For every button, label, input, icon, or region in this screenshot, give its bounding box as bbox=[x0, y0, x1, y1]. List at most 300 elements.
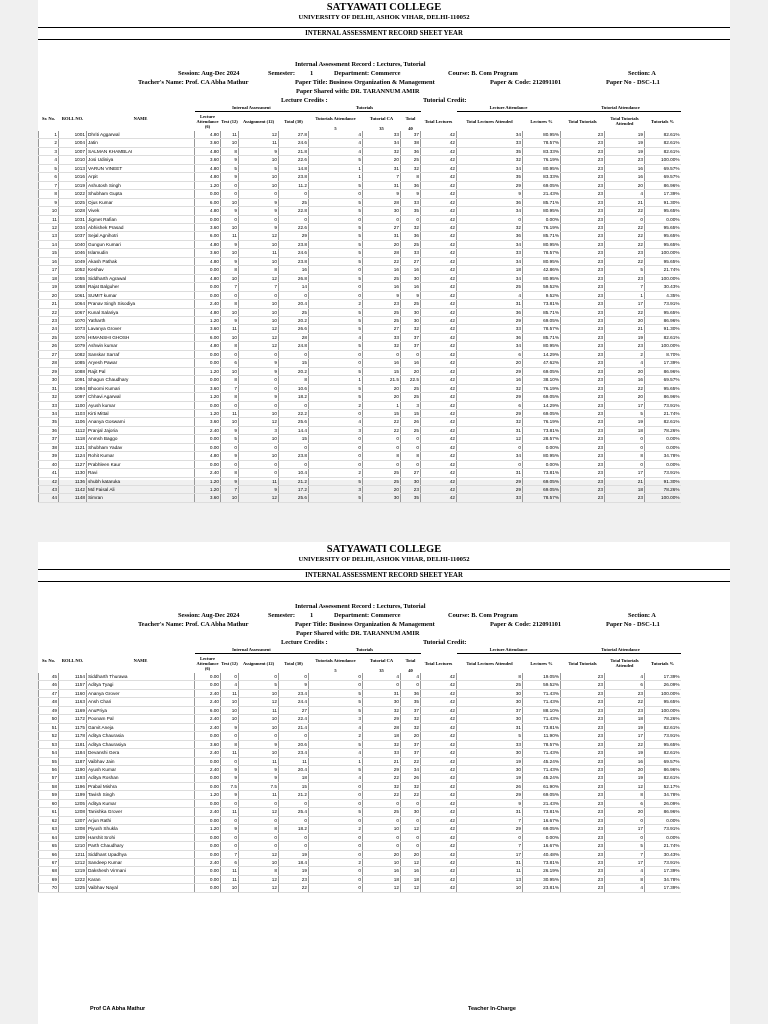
table-cell: Siddhant Upadhya bbox=[87, 850, 195, 858]
table-cell: 10 bbox=[457, 884, 523, 892]
table-cell: 13 bbox=[39, 232, 59, 240]
table-cell: 5 bbox=[309, 181, 363, 189]
table-cell: 73.81% bbox=[523, 723, 561, 731]
table-cell: 0 bbox=[309, 867, 363, 875]
table-cell: 0 bbox=[309, 435, 363, 443]
table-cell: 9 bbox=[239, 359, 279, 367]
table-cell: 2 bbox=[309, 300, 363, 308]
table-cell: 31 bbox=[457, 426, 523, 434]
table-cell: 70 bbox=[39, 884, 59, 892]
table-cell: 55 bbox=[39, 757, 59, 765]
table-row bbox=[39, 139, 681, 147]
table-cell: 10 bbox=[239, 858, 279, 866]
table-cell: 7 bbox=[605, 850, 645, 858]
table-cell: 95.65% bbox=[645, 207, 681, 215]
table-cell: 3 bbox=[309, 715, 363, 723]
table-cell: 2.40 bbox=[195, 715, 221, 723]
table-cell: 18.2 bbox=[279, 393, 309, 401]
table-cell: 17 bbox=[457, 850, 523, 858]
table-cell: 4.80 bbox=[195, 173, 221, 181]
table-row bbox=[39, 367, 681, 375]
table-cell: 10 bbox=[221, 715, 239, 723]
table-cell: 8 bbox=[605, 452, 645, 460]
table-cell: 11.90% bbox=[523, 732, 561, 740]
table-cell: Vaibhav Nayal bbox=[87, 884, 195, 892]
table-cell: 32 bbox=[401, 715, 421, 723]
table-cell: 6 bbox=[221, 359, 239, 367]
table-cell: 0 bbox=[309, 884, 363, 892]
table-cell: 30 bbox=[401, 308, 421, 316]
table-row bbox=[39, 409, 681, 417]
table-cell: 4 bbox=[309, 131, 363, 139]
table-cell: 26 bbox=[457, 782, 523, 790]
paper-code: Paper & Code: 212091101 bbox=[490, 621, 562, 628]
table-cell: 33 bbox=[457, 139, 523, 147]
table-row bbox=[39, 266, 681, 274]
table-cell: 0 bbox=[309, 816, 363, 824]
table-cell: 0.00 bbox=[195, 782, 221, 790]
table-cell: 4 bbox=[309, 774, 363, 782]
table-cell: 9 bbox=[401, 291, 421, 299]
table-cell: 42 bbox=[421, 494, 457, 502]
table-cell: 35 bbox=[39, 418, 59, 426]
table-cell: 16 bbox=[605, 173, 645, 181]
table-cell: 82.61% bbox=[645, 131, 681, 139]
table-cell: 2 bbox=[309, 732, 363, 740]
table-cell: 18 bbox=[605, 486, 645, 494]
table-cell: Sejal Agnihotri bbox=[87, 232, 195, 240]
table-cell: 1160 bbox=[59, 689, 87, 697]
table-cell: 1 bbox=[309, 376, 363, 384]
table-cell: 0 bbox=[221, 799, 239, 807]
table-cell: 5 bbox=[309, 494, 363, 502]
table-header bbox=[39, 647, 681, 673]
max-40: 40 bbox=[408, 125, 413, 131]
table-cell: 16.67% bbox=[523, 842, 561, 850]
table-cell: 2.40 bbox=[195, 698, 221, 706]
table-cell: 1172 bbox=[59, 715, 87, 723]
table-cell: 23 bbox=[561, 875, 605, 883]
table-cell: 23 bbox=[605, 689, 645, 697]
group-lecture-attendance: Lecture Attendance bbox=[457, 647, 561, 653]
table-row bbox=[39, 850, 681, 858]
table-cell: 0 bbox=[309, 266, 363, 274]
table-cell: 11 bbox=[221, 325, 239, 333]
table-cell: 16 bbox=[279, 266, 309, 274]
table-cell: 4.80 bbox=[195, 342, 221, 350]
table-cell: Kunal Salariya bbox=[87, 308, 195, 316]
table-cell: 19 bbox=[39, 283, 59, 291]
table-cell: 69.05% bbox=[523, 367, 561, 375]
table-row bbox=[39, 342, 681, 350]
table-cell: 14.29% bbox=[523, 401, 561, 409]
table-row bbox=[39, 283, 681, 291]
table-cell: 69.05% bbox=[523, 393, 561, 401]
table-cell: 22.5 bbox=[401, 376, 421, 384]
table-cell: 29 bbox=[457, 409, 523, 417]
table-cell: 42 bbox=[421, 469, 457, 477]
table-cell: 69.57% bbox=[645, 376, 681, 384]
table-cell: 32 bbox=[401, 223, 421, 231]
table-row bbox=[39, 740, 681, 748]
table-cell: 42 bbox=[421, 384, 457, 392]
table-cell: 69.05% bbox=[523, 486, 561, 494]
table-cell: 0 bbox=[401, 842, 421, 850]
table-cell: 38 bbox=[401, 139, 421, 147]
table-cell: 0.00 bbox=[195, 757, 221, 765]
table-cell: 23 bbox=[561, 333, 605, 341]
table-cell: 29 bbox=[363, 765, 401, 773]
table-cell: 42 bbox=[421, 359, 457, 367]
table-cell: 7 bbox=[605, 283, 645, 291]
record-title: INTERNAL ASSESSMENT RECORD SHEET YEAR bbox=[38, 27, 730, 40]
table-cell: 9 bbox=[239, 207, 279, 215]
table-cell: 1124 bbox=[59, 452, 87, 460]
table-cell: 47.62% bbox=[523, 359, 561, 367]
table-cell: 1142 bbox=[59, 486, 87, 494]
max-5: 5 bbox=[334, 667, 337, 673]
table-cell: Gungun Kumari bbox=[87, 240, 195, 248]
table-cell: 35 bbox=[457, 147, 523, 155]
table-cell: 27 bbox=[363, 325, 401, 333]
table-cell: 33 bbox=[401, 198, 421, 206]
table-cell: 23.8 bbox=[279, 240, 309, 248]
table-cell: 7 bbox=[239, 283, 279, 291]
table-cell: 0 bbox=[401, 215, 421, 223]
table-cell: 14.4 bbox=[279, 426, 309, 434]
table-cell: 20 bbox=[363, 850, 401, 858]
table-cell: 31 bbox=[39, 384, 59, 392]
table-cell: 42 bbox=[421, 147, 457, 155]
table-cell: 0 bbox=[239, 376, 279, 384]
table-cell: 23 bbox=[561, 689, 605, 697]
table-cell: 60 bbox=[39, 799, 59, 807]
table-cell: 10 bbox=[239, 409, 279, 417]
table-cell: 9 bbox=[239, 223, 279, 231]
col-name: NAME bbox=[133, 115, 148, 121]
table-cell: 100.00% bbox=[645, 274, 681, 282]
table-cell: 0 bbox=[221, 833, 239, 841]
table-cell: 8 bbox=[239, 867, 279, 875]
table-cell: 4 bbox=[605, 884, 645, 892]
table-cell: 3.60 bbox=[195, 494, 221, 502]
table-cell: 33 bbox=[363, 749, 401, 757]
table-cell: 0 bbox=[309, 673, 363, 681]
table-cell: 42 bbox=[421, 156, 457, 164]
table-cell: 3.60 bbox=[195, 325, 221, 333]
table-cell: 1055 bbox=[59, 274, 87, 282]
table-cell: 0 bbox=[221, 842, 239, 850]
table-cell: 23 bbox=[561, 791, 605, 799]
college-name: SATYAWATI COLLEGE bbox=[326, 2, 442, 13]
table-cell: 0.00 bbox=[195, 732, 221, 740]
table-cell: Shubham Yadav bbox=[87, 443, 195, 451]
table-row bbox=[39, 749, 681, 757]
table-cell: 5 bbox=[309, 698, 363, 706]
table-cell: 12 bbox=[401, 858, 421, 866]
table-cell: 0 bbox=[309, 681, 363, 689]
table-cell: 0 bbox=[279, 673, 309, 681]
group-lecture-attendance: Lecture Attendance bbox=[457, 105, 561, 111]
table-cell: 0.00 bbox=[195, 359, 221, 367]
group-tutorials: Tutorials bbox=[309, 105, 421, 111]
table-cell: 1157 bbox=[59, 681, 87, 689]
table-cell: 30 bbox=[457, 715, 523, 723]
table-cell: 42 bbox=[421, 426, 457, 434]
table-cell: 68 bbox=[39, 867, 59, 875]
table-cell: 35 bbox=[457, 173, 523, 181]
table-cell: 31 bbox=[363, 689, 401, 697]
table-cell: 23 bbox=[561, 257, 605, 265]
table-cell: 9 bbox=[239, 740, 279, 748]
table-cell: 9 bbox=[221, 207, 239, 215]
table-cell: 0 bbox=[401, 443, 421, 451]
table-row bbox=[39, 147, 681, 155]
table-cell: 0.00% bbox=[645, 215, 681, 223]
table-cell: 0 bbox=[605, 435, 645, 443]
table-cell: VARUN VINEET bbox=[87, 164, 195, 172]
table-cell: 25 bbox=[363, 274, 401, 282]
table-cell: 22 bbox=[363, 418, 401, 426]
table-cell: 2.40 bbox=[195, 858, 221, 866]
course-label: Course: B. Com Program bbox=[448, 70, 518, 77]
table-cell: 30 bbox=[401, 808, 421, 816]
table-cell: 9 bbox=[239, 393, 279, 401]
table-cell: 1209 bbox=[59, 833, 87, 841]
table-cell: 21 bbox=[363, 757, 401, 765]
table-cell: 1022 bbox=[59, 190, 87, 198]
table-cell: Ojus Kumar bbox=[87, 198, 195, 206]
table-cell: 25.4 bbox=[279, 808, 309, 816]
table-cell: 73.91% bbox=[645, 401, 681, 409]
table-cell: 10 bbox=[221, 884, 239, 892]
table-cell: 2.40 bbox=[195, 749, 221, 757]
table-cell: 6 bbox=[605, 799, 645, 807]
table-cell: 23 bbox=[561, 291, 605, 299]
table-cell: 19 bbox=[605, 139, 645, 147]
table-cell: 73.91% bbox=[645, 300, 681, 308]
table-cell: 0.00% bbox=[523, 833, 561, 841]
table-cell: 10 bbox=[239, 181, 279, 189]
table-cell: 71.43% bbox=[523, 715, 561, 723]
table-cell: 73.81% bbox=[523, 426, 561, 434]
col-roll: ROLL NO. bbox=[61, 115, 84, 121]
table-row bbox=[39, 376, 681, 384]
table-cell: 36 bbox=[401, 232, 421, 240]
table-cell: 4 bbox=[309, 418, 363, 426]
table-cell: 8 bbox=[401, 173, 421, 181]
table-cell: 22 bbox=[363, 791, 401, 799]
table-cell: 36 bbox=[457, 308, 523, 316]
table-cell: Tavish Singh bbox=[87, 791, 195, 799]
table-cell: 86.96% bbox=[645, 367, 681, 375]
table-cell: 42 bbox=[421, 833, 457, 841]
table-cell: 82.61% bbox=[645, 774, 681, 782]
table-cell: 15 bbox=[363, 367, 401, 375]
table-cell: 0 bbox=[239, 816, 279, 824]
table-cell: 0 bbox=[363, 350, 401, 358]
table-cell: 37 bbox=[401, 706, 421, 714]
table-cell: 38.10% bbox=[523, 376, 561, 384]
table-cell: 6.00 bbox=[195, 706, 221, 714]
table-row bbox=[39, 316, 681, 324]
table-cell: 1112 bbox=[59, 426, 87, 434]
table-cell: 12 bbox=[401, 884, 421, 892]
table-cell: 73.81% bbox=[523, 858, 561, 866]
table-cell: 2 bbox=[309, 469, 363, 477]
table-cell: 7.5 bbox=[221, 782, 239, 790]
table-cell: 5 bbox=[309, 223, 363, 231]
table-cell: 7 bbox=[221, 486, 239, 494]
paper-code: Paper & Code: 212091101 bbox=[490, 79, 562, 86]
table-cell: 23 bbox=[561, 732, 605, 740]
table-cell: 23 bbox=[561, 376, 605, 384]
table-cell: 1.20 bbox=[195, 791, 221, 799]
table-cell: 20 bbox=[457, 359, 523, 367]
table-cell: 0 bbox=[401, 460, 421, 468]
table-cell: 4 bbox=[605, 673, 645, 681]
table-cell: 4.80 bbox=[195, 240, 221, 248]
table-cell: Ansh Chari bbox=[87, 698, 195, 706]
table-cell: 0 bbox=[363, 833, 401, 841]
table-cell: 3.60 bbox=[195, 740, 221, 748]
table-cell: 23.81% bbox=[523, 884, 561, 892]
department-label: Department: Commerce bbox=[334, 70, 401, 77]
table-cell: 5 bbox=[309, 257, 363, 265]
table-cell: 29 bbox=[457, 486, 523, 494]
table-cell: Ayush kumar bbox=[87, 401, 195, 409]
table-cell: 0 bbox=[363, 460, 401, 468]
table-cell: 12 bbox=[605, 782, 645, 790]
table-cell: Shubham Gupta bbox=[87, 190, 195, 198]
table-cell: 23 bbox=[561, 698, 605, 706]
table-cell: 23 bbox=[561, 765, 605, 773]
table-cell: 5 bbox=[605, 842, 645, 850]
tutorial-credit: Tutorial Credit: bbox=[423, 639, 467, 646]
table-cell: 30 bbox=[363, 494, 401, 502]
table-cell: 21 bbox=[605, 477, 645, 485]
table-cell: 0 bbox=[309, 850, 363, 858]
table-cell: 15 bbox=[279, 782, 309, 790]
table-cell: 5 bbox=[309, 240, 363, 248]
table-cell: 21 bbox=[39, 300, 59, 308]
paper-shared-with: Paper Shared with: DR. TARANNUM AMIR bbox=[296, 88, 420, 95]
table-cell: 4.80 bbox=[195, 308, 221, 316]
table-cell: 5 bbox=[309, 477, 363, 485]
table-cell: 85.71% bbox=[523, 333, 561, 341]
col-total-lec-att: Total Lectures Attended bbox=[466, 660, 513, 666]
table-cell: 23.4 bbox=[279, 749, 309, 757]
table-cell: 2 bbox=[605, 350, 645, 358]
table-cell: Anmsh Baggo bbox=[87, 435, 195, 443]
table-cell: 1190 bbox=[59, 765, 87, 773]
table-cell: 42 bbox=[421, 342, 457, 350]
table-cell: 1049 bbox=[59, 257, 87, 265]
table-cell: 1208 bbox=[59, 825, 87, 833]
table-cell: 33 bbox=[457, 249, 523, 257]
table-cell: 80.95% bbox=[523, 207, 561, 215]
table-cell: 10 bbox=[239, 689, 279, 697]
table-cell: 2.40 bbox=[195, 689, 221, 697]
table-cell: 42 bbox=[421, 673, 457, 681]
table-cell: 25 bbox=[457, 283, 523, 291]
table-row bbox=[39, 215, 681, 223]
table-cell: 22 bbox=[279, 884, 309, 892]
table-cell: 30 bbox=[457, 749, 523, 757]
table-cell: 80.95% bbox=[523, 452, 561, 460]
table-cell: 42 bbox=[421, 706, 457, 714]
table-cell: 12 bbox=[239, 884, 279, 892]
table-cell: 0 bbox=[221, 757, 239, 765]
table-cell: 33 bbox=[457, 740, 523, 748]
table-cell: 0 bbox=[239, 350, 279, 358]
session-label: Session: Aug-Dec 2024 bbox=[178, 612, 240, 619]
table-cell: 29 bbox=[457, 825, 523, 833]
table-cell: 19 bbox=[605, 723, 645, 731]
table-cell: 4.80 bbox=[195, 207, 221, 215]
table-cell: 12 bbox=[239, 232, 279, 240]
table-cell: 23 bbox=[605, 494, 645, 502]
table-cell: 9 bbox=[221, 825, 239, 833]
table-cell: 80.95% bbox=[523, 342, 561, 350]
table-cell: 11 bbox=[221, 689, 239, 697]
table-cell: 1073 bbox=[59, 325, 87, 333]
table-cell: 20.6 bbox=[279, 740, 309, 748]
table-cell: 0.00 bbox=[195, 291, 221, 299]
table-row bbox=[39, 842, 681, 850]
table-cell: 28.57% bbox=[523, 435, 561, 443]
table-cell: 9 bbox=[221, 723, 239, 731]
table-cell: Tanishka Grover bbox=[87, 808, 195, 816]
table-cell: 82.61% bbox=[645, 139, 681, 147]
table-cell: 0 bbox=[239, 833, 279, 841]
table-cell: 5 bbox=[309, 156, 363, 164]
col-total30: Total (30) bbox=[284, 660, 303, 666]
table-row bbox=[39, 469, 681, 477]
table-cell: Md Faisal Ali bbox=[87, 486, 195, 494]
teacher-name: Teacher's Name: Prof. CA Abha Mathur bbox=[138, 79, 249, 86]
table-row bbox=[39, 384, 681, 392]
table-row bbox=[39, 359, 681, 367]
table-cell: 11 bbox=[221, 875, 239, 883]
col-tut-attendance: Tutorials Attendance bbox=[315, 115, 356, 121]
table-cell: 27 bbox=[401, 257, 421, 265]
table-cell: 0.00 bbox=[195, 875, 221, 883]
table-cell: 5 bbox=[309, 316, 363, 324]
table-cell: 17.2 bbox=[279, 486, 309, 494]
table-cell: 86.96% bbox=[645, 765, 681, 773]
table-cell: 23 bbox=[561, 850, 605, 858]
col-assignment: Assignment (12) bbox=[242, 660, 275, 666]
table-cell: 3.60 bbox=[195, 249, 221, 257]
table-cell: Sanskar Sarraf bbox=[87, 350, 195, 358]
table-cell: 25 bbox=[363, 316, 401, 324]
table-row bbox=[39, 494, 681, 502]
table-row bbox=[39, 452, 681, 460]
table-cell: 5 bbox=[309, 765, 363, 773]
table-cell: 34 bbox=[457, 452, 523, 460]
table-cell: 12 bbox=[457, 435, 523, 443]
table-cell: 23 bbox=[363, 300, 401, 308]
table-cell: 19 bbox=[279, 867, 309, 875]
table-cell: 12 bbox=[239, 698, 279, 706]
table-cell: 0.00 bbox=[195, 401, 221, 409]
table-cell: 21.8 bbox=[279, 147, 309, 155]
table-cell: 27 bbox=[363, 223, 401, 231]
table-cell: 30.95% bbox=[523, 875, 561, 883]
table-row bbox=[39, 799, 681, 807]
table-cell: 32 bbox=[363, 740, 401, 748]
